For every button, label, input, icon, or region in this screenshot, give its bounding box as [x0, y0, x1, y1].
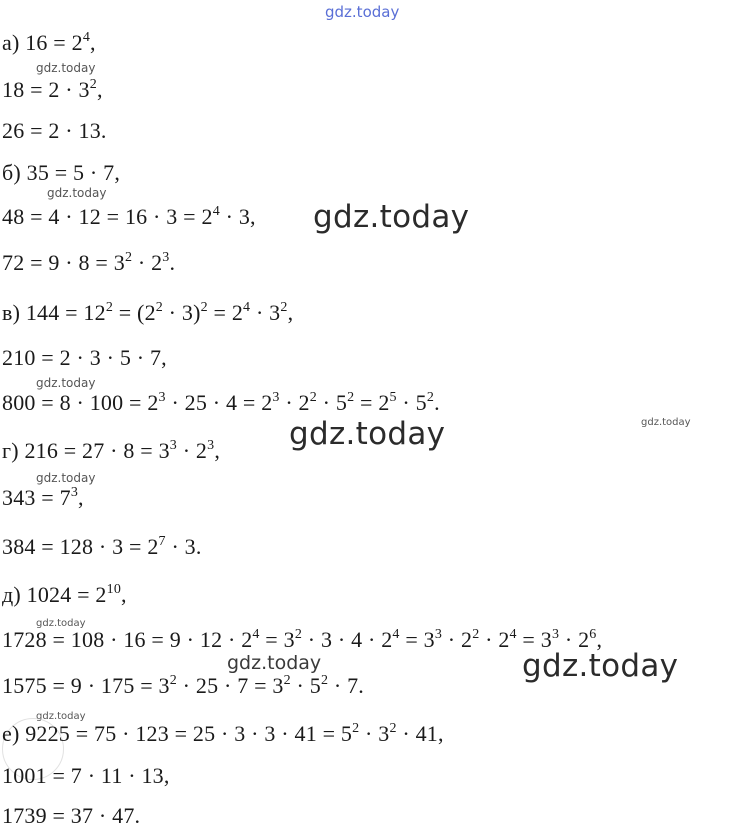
exponent: 3 — [551, 627, 560, 642]
equation-line — [2, 390, 440, 416]
exponent: 2 — [320, 673, 329, 688]
equation-text: · 3 — [250, 300, 281, 325]
equation-text: г) 216 = 27 · 8 = 3 — [2, 438, 170, 463]
watermark-large: gdz.today — [313, 199, 470, 235]
equation-text: 1739 = 37 · 47. — [2, 803, 141, 828]
equation-text: , — [121, 582, 127, 607]
equation-text: б) 35 = 5 · 7, — [2, 160, 121, 185]
equation-line — [2, 582, 127, 608]
equation-text: = 3 — [516, 627, 552, 652]
exponent: 2 — [294, 627, 303, 642]
equation-line — [2, 250, 175, 276]
equation-text: = 2 — [207, 300, 244, 325]
exponent: 2 — [105, 300, 114, 315]
equation-line — [2, 204, 256, 230]
exponent: 10 — [106, 582, 122, 597]
watermark-large: gdz.today — [522, 648, 679, 684]
equation-text: · 2 — [177, 438, 208, 463]
equation-text: · 5 — [290, 673, 321, 698]
watermark-side: gdz.today — [641, 417, 691, 428]
exponent: 3 — [272, 390, 280, 405]
equation-line — [2, 300, 293, 326]
equation-text: · 2 — [559, 627, 590, 652]
exponent: 2 — [309, 390, 317, 405]
equation-line — [2, 673, 364, 699]
equation-text: · 2 — [442, 627, 473, 652]
equation-text: · 2 — [279, 390, 310, 415]
exponent: 3 — [162, 250, 170, 265]
equation-text: 72 = 9 · 8 = 3 — [2, 250, 125, 275]
exponent: 3 — [169, 438, 177, 453]
equation-line — [2, 118, 107, 144]
equation-text: 1728 = 108 · 16 = 9 · 12 · 2 — [2, 627, 253, 652]
watermark-top: gdz.today — [325, 3, 400, 21]
equation-text: , — [287, 300, 294, 325]
equation-text: · 25 · 7 = 3 — [176, 673, 284, 698]
equation-line — [2, 77, 103, 103]
equation-text: , — [214, 438, 221, 463]
exponent: 2 — [389, 721, 397, 736]
equation-text: 1001 = 7 · 11 · 13, — [2, 763, 170, 788]
exponent: 2 — [155, 300, 163, 315]
equation-text: · 7. — [328, 673, 364, 698]
equation-text: = 2 — [354, 390, 390, 415]
equation-line — [2, 803, 140, 829]
equation-text: 18 = 2 · 3 — [2, 77, 90, 102]
equation-text: 1575 = 9 · 175 = 3 — [2, 673, 170, 698]
watermark-small: gdz.today — [36, 61, 96, 75]
exponent: 6 — [589, 627, 597, 642]
equation-text: 343 = 7 — [2, 485, 71, 510]
exponent: 3 — [158, 390, 166, 405]
equation-text: · 2 — [479, 627, 510, 652]
exponent: 4 — [212, 204, 220, 219]
equation-text: · 3) — [162, 300, 201, 325]
exponent: 2 — [347, 390, 355, 405]
exponent: 3 — [434, 627, 443, 642]
equation-text: = 3 — [399, 627, 435, 652]
exponent: 4 — [243, 300, 251, 315]
equation-text: · 5 — [316, 390, 348, 415]
exponent: 2 — [472, 627, 480, 642]
exponent: 4 — [509, 627, 517, 642]
equation-text: · 2 — [132, 250, 163, 275]
watermark-small: gdz.today — [47, 186, 107, 200]
exponent: 2 — [280, 300, 288, 315]
equation-text: , — [96, 77, 103, 102]
exponent: 2 — [200, 300, 208, 315]
equation-text: , — [596, 627, 603, 652]
equation-text: а) 16 = 2 — [2, 30, 83, 55]
equation-line — [2, 30, 96, 56]
equation-text: е) 9225 = 75 · 123 = 25 · 3 · 3 · 41 = 5 — [2, 721, 353, 746]
exponent: 5 — [389, 390, 397, 405]
equation-line — [2, 485, 84, 511]
equation-text: , — [78, 485, 84, 510]
equation-line — [2, 721, 444, 747]
watermark-small: gdz.today — [36, 376, 96, 390]
equation-text: · 41, — [396, 721, 444, 746]
exponent: 3 — [207, 438, 215, 453]
exponent: 4 — [392, 627, 400, 642]
exponent: 4 — [252, 627, 260, 642]
exponent: 2 — [169, 673, 177, 688]
equation-line — [2, 534, 202, 560]
exponent: 2 — [124, 250, 133, 265]
equation-line — [2, 345, 167, 371]
equation-text: 384 = 128 · 3 = 2 — [2, 534, 159, 559]
equation-text: 48 = 4 · 12 = 16 · 3 = 2 — [2, 204, 213, 229]
equation-text: = (2 — [113, 300, 156, 325]
equation-text: 210 = 2 · 3 · 5 · 7, — [2, 345, 167, 370]
equation-text: 800 = 8 · 100 = 2 — [2, 390, 159, 415]
watermark-large: gdz.today — [289, 416, 446, 452]
exponent: 2 — [426, 390, 435, 405]
equation-text: · 3 · 4 · 2 — [302, 627, 393, 652]
equation-line — [2, 627, 602, 653]
equation-text: · 5 — [396, 390, 427, 415]
equation-text: д) 1024 = 2 — [2, 582, 107, 607]
equation-line — [2, 438, 220, 464]
watermark-small: gdz.today — [36, 618, 86, 629]
equation-text: 26 = 2 · 13. — [2, 118, 107, 143]
exponent: 2 — [352, 721, 360, 736]
watermark-small: gdz.today — [36, 711, 86, 722]
equation-line — [2, 763, 170, 789]
watermark-small: gdz.today — [36, 471, 96, 485]
equation-text: · 3. — [165, 534, 202, 559]
equation-text: · 3, — [219, 204, 256, 229]
equation-text: = 3 — [259, 627, 295, 652]
equation-line — [2, 160, 120, 186]
watermark-medium: gdz.today — [227, 652, 322, 674]
equation-text: . — [169, 250, 176, 275]
equation-text: , — [90, 30, 96, 55]
exponent: 2 — [89, 77, 97, 92]
equation-text: · 25 · 4 = 2 — [165, 390, 273, 415]
equation-text: · 3 — [359, 721, 390, 746]
exponent: 3 — [70, 485, 79, 500]
exponent: 2 — [283, 673, 291, 688]
equation-text: . — [434, 390, 440, 415]
equation-text: в) 144 = 12 — [2, 300, 106, 325]
exponent: 7 — [158, 534, 166, 549]
exponent: 4 — [82, 30, 91, 45]
